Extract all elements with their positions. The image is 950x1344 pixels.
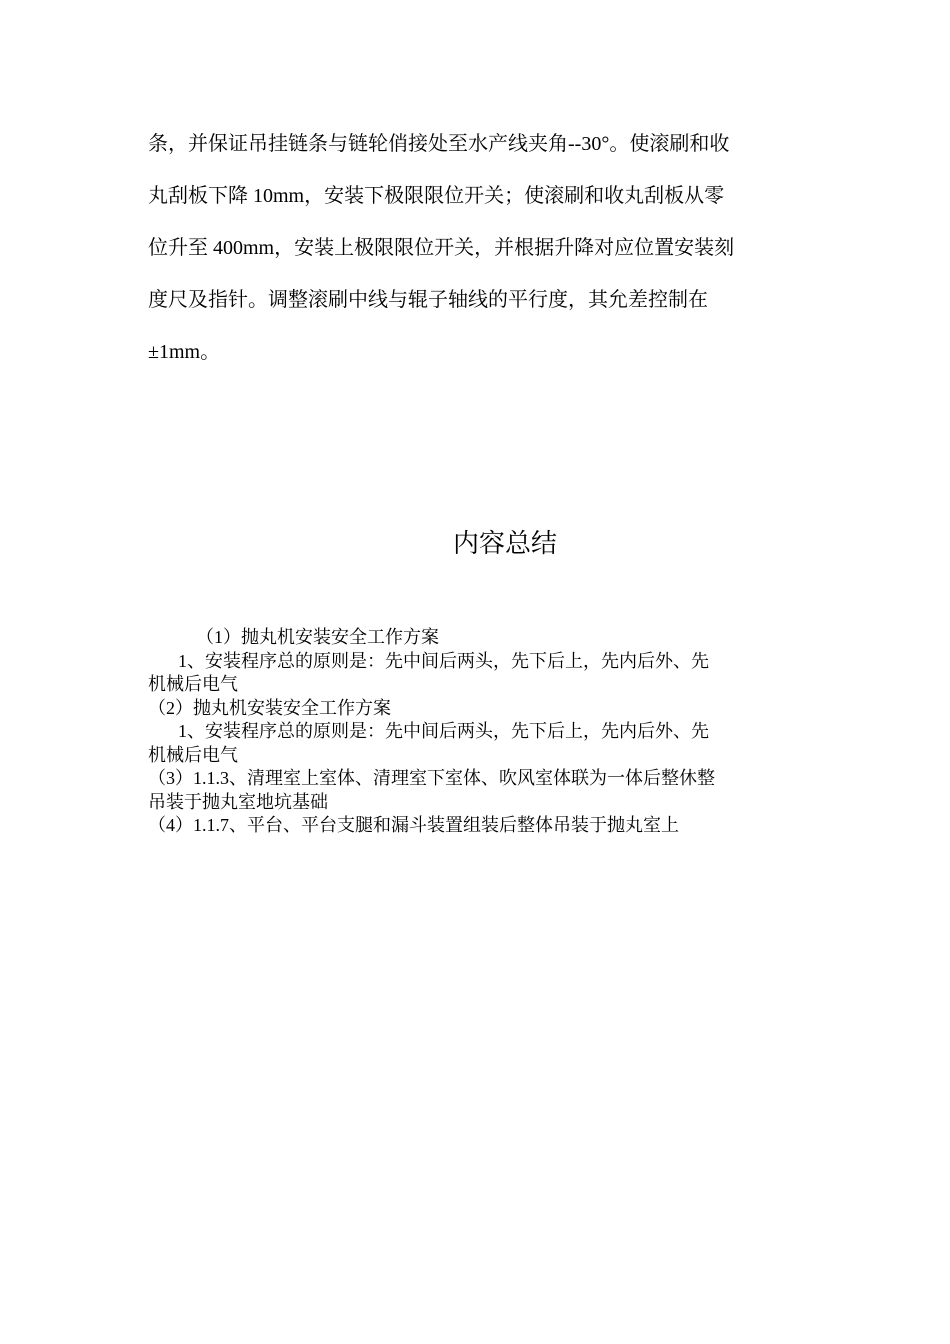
summary-line: （2）抛丸机安装安全工作方案: [148, 697, 391, 718]
summary-title: 内容总结: [452, 529, 557, 558]
summary-section: [148, 626, 808, 838]
summary-line: （1）抛丸机安装安全工作方案: [196, 627, 439, 647]
summary-line: （4）1.1.7、平台、平台支腿和漏斗装置组装后整体吊装于抛丸室上: [148, 815, 679, 835]
summary-line: 吊装于抛丸室地坑基础: [148, 791, 328, 812]
summary-line: （3）1.1.3、清理室上室体、清理室下室体、吹风室体联为一体后整休整: [148, 768, 715, 788]
paragraph-line: 条，并保证吊挂链条与链轮俏接处至水产线夹角--30°。使滚刷和收: [148, 133, 730, 155]
body-paragraph: [148, 118, 808, 378]
paragraph-line: 度尺及指针。调整滚刷中线与辊子轴线的平行度，其允差控制在: [148, 289, 708, 311]
paragraph-line: ±1mm。: [148, 341, 221, 363]
summary-line: 1、安装程序总的原则是：先中间后两头，先下后上，先内后外、先: [178, 721, 709, 741]
paragraph-line: 丸刮板下降 10mm，安装下极限限位开关；使滚刷和收丸刮板从零: [148, 185, 725, 207]
summary-line: 机械后电气: [148, 674, 238, 694]
summary-line: 机械后电气: [148, 744, 238, 765]
paragraph-line: 位升至 400mm，安装上极限限位开关，并根据升降对应位置安装刻: [148, 237, 735, 259]
summary-line: 1、安装程序总的原则是：先中间后两头，先下后上，先内后外、先: [178, 650, 709, 671]
